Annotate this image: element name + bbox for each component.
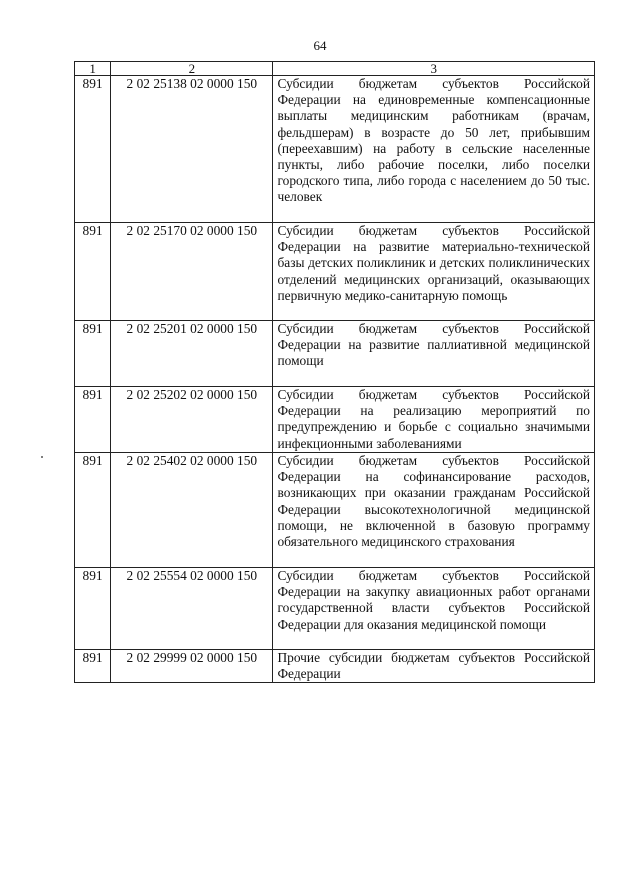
table-row: [75, 223, 595, 321]
table-row: [75, 321, 595, 387]
table-row: [75, 453, 595, 568]
budget-code-cell: 2 02 25170 02 0000 150: [111, 223, 273, 321]
admin-code-cell: 891: [75, 568, 111, 650]
table-row: [75, 387, 595, 453]
admin-code-cell: 891: [75, 321, 111, 387]
budget-code-cell: 2 02 25202 02 0000 150: [111, 387, 273, 453]
table-row: [75, 650, 595, 683]
revenue-name-cell: Субсидии бюджетам субъектов Российской Федерации на единовременные компенсационные выплаты медицинским работникам (врачам, фельдшерам) в возрасте до 50 лет, прибывшим (переехавшим) на работу в сельские населенные пункты, либо рабочие поселки, либо поселки городского типа, либо города с населением до 50 тыс. человек: [273, 76, 595, 223]
header-col-1: 1: [75, 62, 111, 76]
scan-speck: [41, 456, 43, 458]
budget-code-cell: 2 02 25138 02 0000 150: [111, 76, 273, 223]
admin-code-cell: 891: [75, 223, 111, 321]
page-number: 64: [313, 38, 327, 53]
revenue-name-cell: Субсидии бюджетам субъектов Российской Федерации на закупку авиационных работ органами государственной власти субъектов Российской Федерации для оказания медицинской помощи: [273, 568, 595, 650]
revenue-name-cell: Субсидии бюджетам субъектов Российской Федерации на развитие материально-технической базы детских поликлиник и детских поликлинических отделений медицинских организаций, оказывающих первичную медико-санитарную помощь: [273, 223, 595, 321]
revenue-name-cell: Прочие субсидии бюджетам субъектов Российской Федерации: [273, 650, 595, 683]
table-row: [75, 568, 595, 650]
table-header-row: [75, 62, 595, 76]
admin-code-cell: 891: [75, 76, 111, 223]
revenue-name-cell: Субсидии бюджетам субъектов Российской Федерации на софинансирование расходов, возникающих при оказании гражданам Российской Федерации высокотехнологичной медицинской помощи, не включенной в базовую программу обязательного медицинского страхования: [273, 453, 595, 568]
admin-code-cell: 891: [75, 387, 111, 453]
budget-code-cell: 2 02 25201 02 0000 150: [111, 321, 273, 387]
budget-code-cell: 2 02 25554 02 0000 150: [111, 568, 273, 650]
budget-classification-table: [74, 61, 595, 683]
header-col-3: 3: [273, 62, 595, 76]
budget-code-cell: 2 02 25402 02 0000 150: [111, 453, 273, 568]
budget-code-cell: 2 02 29999 02 0000 150: [111, 650, 273, 683]
revenue-name-cell: Субсидии бюджетам субъектов Российской Федерации на реализацию мероприятий по предупреждению и борьбе с социально значимыми инфекционными заболеваниями: [273, 387, 595, 453]
revenue-name-cell: Субсидии бюджетам субъектов Российской Федерации на развитие паллиативной медицинской помощи: [273, 321, 595, 387]
admin-code-cell: 891: [75, 453, 111, 568]
table-row: [75, 76, 595, 223]
admin-code-cell: 891: [75, 650, 111, 683]
header-col-2: 2: [111, 62, 273, 76]
